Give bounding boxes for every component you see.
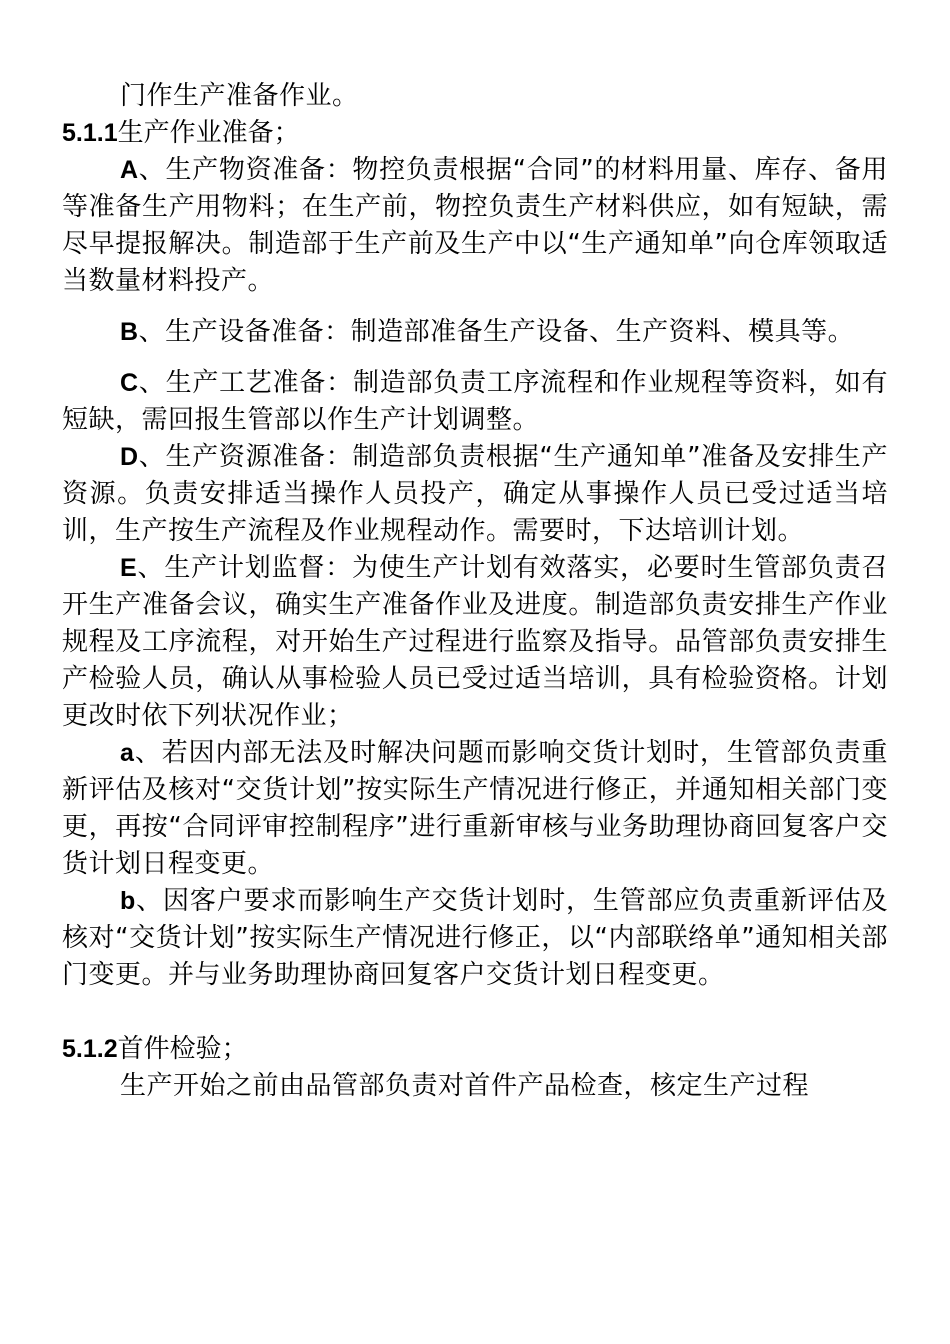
- document-page: [62, 78, 888, 1105]
- spacer: [62, 994, 888, 1031]
- item-mark: D: [120, 443, 139, 471]
- item-text: 、因客户要求而影响生产交货计划时，生管部应负责重新评估及核对“交货计划”按实际生产情况进行修正，以“内部联络单”通知相关部门变更。并与业务助理协商回复客户交货计划日程变更。: [62, 886, 888, 990]
- section-number: 5.1.1: [62, 119, 118, 147]
- spacer: [62, 351, 888, 365]
- item-mark: a: [120, 739, 135, 767]
- item-mark: B: [120, 318, 139, 346]
- item-mark: A: [120, 156, 139, 184]
- item-text: 、生产计划监督：为使生产计划有效落实，必要时生管部负责召开生产准备会议，确实生产准备作业及进度。制造部负责安排生产作业规程及工序流程，对开始生产过程进行监察及指导。品管部负责安排生产检验人员，确认从事检验人员已受过适当培训，具有检验资格。计划更改时依下列状况作业；: [62, 553, 888, 731]
- spacer: [62, 300, 888, 314]
- section-5-1-1-heading: [62, 115, 888, 152]
- section-5-1-2-heading: [62, 1031, 888, 1068]
- item-a-production-materials: [62, 152, 888, 300]
- item-c-production-process: [62, 365, 888, 439]
- item-b-customer-change: [62, 883, 888, 994]
- item-d-production-resources: [62, 439, 888, 550]
- item-mark: E: [120, 554, 138, 582]
- section-title: 首件检验；: [117, 1034, 248, 1064]
- section-title: 生产作业准备；: [117, 118, 300, 148]
- item-b-production-equipment: [62, 314, 888, 351]
- item-text: 、生产设备准备：制造部准备生产设备、生产资料、模具等。: [138, 317, 855, 347]
- item-mark: b: [120, 887, 136, 915]
- item-text: 、生产资源准备：制造部负责根据“生产通知单”准备及安排生产资源。负责安排适当操作人员投产，确定从事操作人员已受过适当培训，生产按生产流程及作业规程动作。需要时，下达培训计划。: [62, 442, 888, 546]
- item-mark: C: [120, 369, 139, 397]
- first-article-inspection-text: 生产开始之前由品管部负责对首件产品检查，核定生产过程: [120, 1071, 810, 1101]
- item-text: 、生产工艺准备：制造部负责工序流程和作业规程等资料，如有短缺，需回报生管部以作生产计划调整。: [62, 368, 888, 435]
- item-e-plan-supervision: [62, 550, 888, 735]
- item-a-internal-change: [62, 735, 888, 883]
- item-text: 、生产物资准备：物控负责根据“合同”的材料用量、库存、备用等准备生产用物料；在生产前，物控负责生产材料供应，如有短缺，需尽早提报解决。制造部于生产前及生产中以“生产通知单”向仓库领取适当数量材料投产。: [62, 155, 888, 296]
- item-text: 、若因内部无法及时解决问题而影响交货计划时，生管部负责重新评估及核对“交货计划”按实际生产情况进行修正，并通知相关部门变更，再按“合同评审控制程序”进行重新审核与业务助理协商回复客户交货计划日程变更。: [62, 738, 888, 879]
- section-number: 5.1.2: [62, 1035, 118, 1063]
- lead-line: 门作生产准备作业。: [120, 81, 359, 111]
